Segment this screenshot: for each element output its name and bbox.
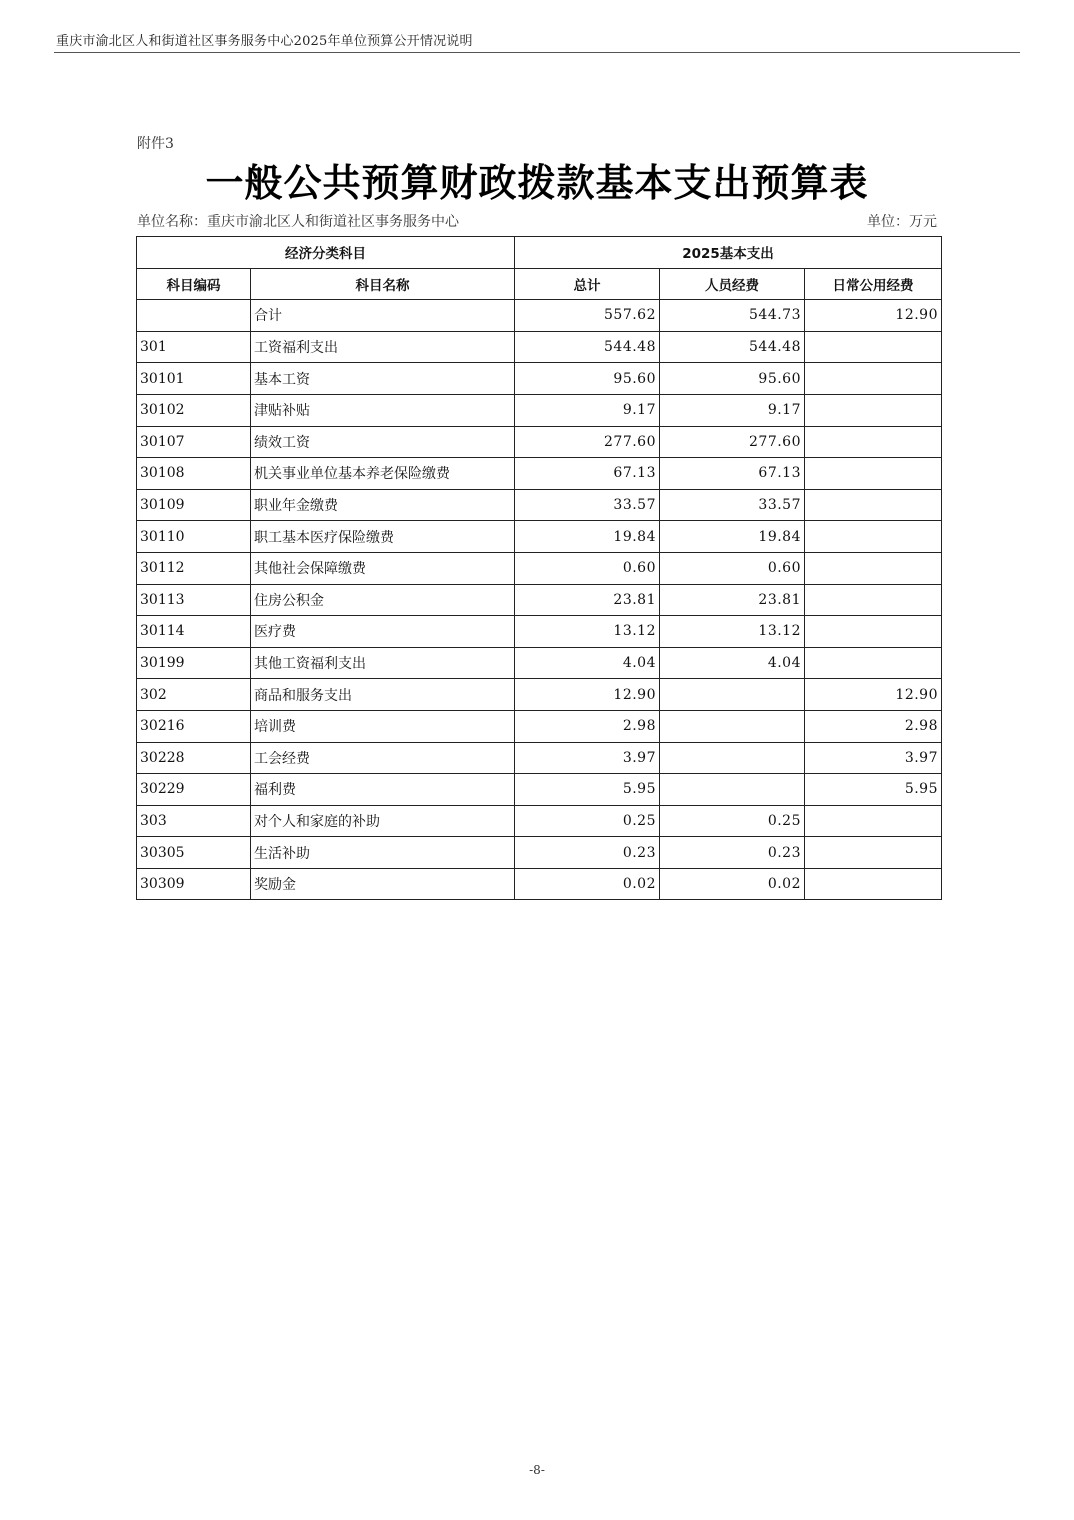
cell-public (805, 805, 942, 837)
cell-public: 3.97 (805, 742, 942, 774)
cell-code: 30108 (137, 458, 251, 490)
table-row (137, 300, 942, 332)
table-row (137, 647, 942, 679)
column-header-name: 科目名称 (251, 268, 515, 300)
cell-name: 工资福利支出 (251, 331, 515, 363)
running-header: 重庆市渝北区人和街道社区事务服务中心2025年单位预算公开情况说明 (56, 34, 473, 49)
cell-name: 基本工资 (251, 363, 515, 395)
unit-name: 单位名称：重庆市渝北区人和街道社区事务服务中心 (137, 214, 459, 230)
table-column-header-row (137, 268, 942, 300)
cell-total: 33.57 (515, 489, 660, 521)
cell-personnel: 9.17 (660, 394, 805, 426)
column-header-public: 日常公用经费 (805, 268, 942, 300)
cell-code: 30229 (137, 774, 251, 806)
cell-name: 职工基本医疗保险缴费 (251, 521, 515, 553)
cell-code: 302 (137, 679, 251, 711)
cell-total: 13.12 (515, 616, 660, 648)
cell-name: 培训费 (251, 710, 515, 742)
table-row (137, 616, 942, 648)
table-body (137, 300, 942, 900)
cell-public (805, 647, 942, 679)
cell-public (805, 394, 942, 426)
cell-total: 0.02 (515, 868, 660, 900)
cell-name: 职业年金缴费 (251, 489, 515, 521)
column-header-personnel: 人员经费 (660, 268, 805, 300)
column-header-code: 科目编码 (137, 268, 251, 300)
cell-total: 0.60 (515, 552, 660, 584)
cell-public (805, 868, 942, 900)
cell-personnel: 0.60 (660, 552, 805, 584)
cell-personnel: 4.04 (660, 647, 805, 679)
table-row (137, 426, 942, 458)
cell-personnel: 23.81 (660, 584, 805, 616)
cell-public (805, 521, 942, 553)
cell-total: 95.60 (515, 363, 660, 395)
cell-personnel: 67.13 (660, 458, 805, 490)
cell-public: 5.95 (805, 774, 942, 806)
header-divider (54, 52, 1020, 53)
cell-public: 2.98 (805, 710, 942, 742)
column-header-total: 总计 (515, 268, 660, 300)
page-number: -8- (529, 1463, 545, 1477)
cell-total: 19.84 (515, 521, 660, 553)
cell-personnel: 0.23 (660, 837, 805, 869)
cell-personnel: 0.25 (660, 805, 805, 837)
cell-code: 30102 (137, 394, 251, 426)
cell-name: 医疗费 (251, 616, 515, 648)
cell-name: 其他工资福利支出 (251, 647, 515, 679)
cell-code (137, 300, 251, 332)
table-group-header-row (137, 237, 942, 269)
cell-public (805, 331, 942, 363)
table-row (137, 521, 942, 553)
table-row (137, 489, 942, 521)
cell-code: 30113 (137, 584, 251, 616)
cell-code: 30216 (137, 710, 251, 742)
cell-personnel: 277.60 (660, 426, 805, 458)
cell-code: 30109 (137, 489, 251, 521)
cell-name: 其他社会保障缴费 (251, 552, 515, 584)
table-row (137, 774, 942, 806)
cell-code: 30107 (137, 426, 251, 458)
budget-table (136, 236, 942, 900)
cell-code: 301 (137, 331, 251, 363)
table-row (137, 552, 942, 584)
cell-name: 对个人和家庭的补助 (251, 805, 515, 837)
table-row (137, 584, 942, 616)
table-row (137, 331, 942, 363)
table-row (137, 363, 942, 395)
cell-name: 机关事业单位基本养老保险缴费 (251, 458, 515, 490)
table-row (137, 710, 942, 742)
cell-code: 30114 (137, 616, 251, 648)
cell-personnel: 544.73 (660, 300, 805, 332)
cell-code: 30228 (137, 742, 251, 774)
cell-name: 津贴补贴 (251, 394, 515, 426)
cell-total: 9.17 (515, 394, 660, 426)
attachment-label: 附件3 (137, 136, 174, 152)
cell-personnel (660, 679, 805, 711)
table-row (137, 805, 942, 837)
cell-personnel: 33.57 (660, 489, 805, 521)
table-row (137, 868, 942, 900)
cell-name: 商品和服务支出 (251, 679, 515, 711)
cell-code: 30110 (137, 521, 251, 553)
cell-personnel: 0.02 (660, 868, 805, 900)
cell-name: 住房公积金 (251, 584, 515, 616)
cell-public (805, 458, 942, 490)
cell-name: 合计 (251, 300, 515, 332)
cell-public (805, 837, 942, 869)
cell-total: 4.04 (515, 647, 660, 679)
cell-public: 12.90 (805, 300, 942, 332)
cell-personnel: 13.12 (660, 616, 805, 648)
cell-code: 30309 (137, 868, 251, 900)
table-row (137, 742, 942, 774)
cell-personnel: 95.60 (660, 363, 805, 395)
cell-public (805, 616, 942, 648)
cell-code: 30112 (137, 552, 251, 584)
cell-public (805, 489, 942, 521)
cell-personnel: 19.84 (660, 521, 805, 553)
table-row (137, 679, 942, 711)
cell-name: 工会经费 (251, 742, 515, 774)
cell-total: 12.90 (515, 679, 660, 711)
cell-total: 0.23 (515, 837, 660, 869)
cell-public (805, 426, 942, 458)
unit-measure: 单位：万元 (867, 214, 937, 230)
cell-personnel (660, 742, 805, 774)
table-row (137, 394, 942, 426)
cell-personnel (660, 774, 805, 806)
cell-code: 30305 (137, 837, 251, 869)
cell-name: 福利费 (251, 774, 515, 806)
cell-total: 544.48 (515, 331, 660, 363)
cell-total: 5.95 (515, 774, 660, 806)
group-header-economic-classification: 经济分类科目 (137, 237, 515, 269)
cell-public (805, 584, 942, 616)
cell-total: 277.60 (515, 426, 660, 458)
cell-total: 557.62 (515, 300, 660, 332)
table-row (137, 837, 942, 869)
cell-name: 奖励金 (251, 868, 515, 900)
cell-name: 生活补助 (251, 837, 515, 869)
cell-total: 3.97 (515, 742, 660, 774)
cell-total: 2.98 (515, 710, 660, 742)
group-header-basic-expenditure: 2025基本支出 (515, 237, 942, 269)
cell-total: 23.81 (515, 584, 660, 616)
cell-public (805, 363, 942, 395)
page-title: 一般公共预算财政拨款基本支出预算表 (205, 161, 869, 205)
cell-code: 30199 (137, 647, 251, 679)
table-row (137, 458, 942, 490)
cell-name: 绩效工资 (251, 426, 515, 458)
cell-total: 0.25 (515, 805, 660, 837)
cell-code: 30101 (137, 363, 251, 395)
cell-public: 12.90 (805, 679, 942, 711)
cell-total: 67.13 (515, 458, 660, 490)
cell-code: 303 (137, 805, 251, 837)
cell-public (805, 552, 942, 584)
cell-personnel (660, 710, 805, 742)
cell-personnel: 544.48 (660, 331, 805, 363)
